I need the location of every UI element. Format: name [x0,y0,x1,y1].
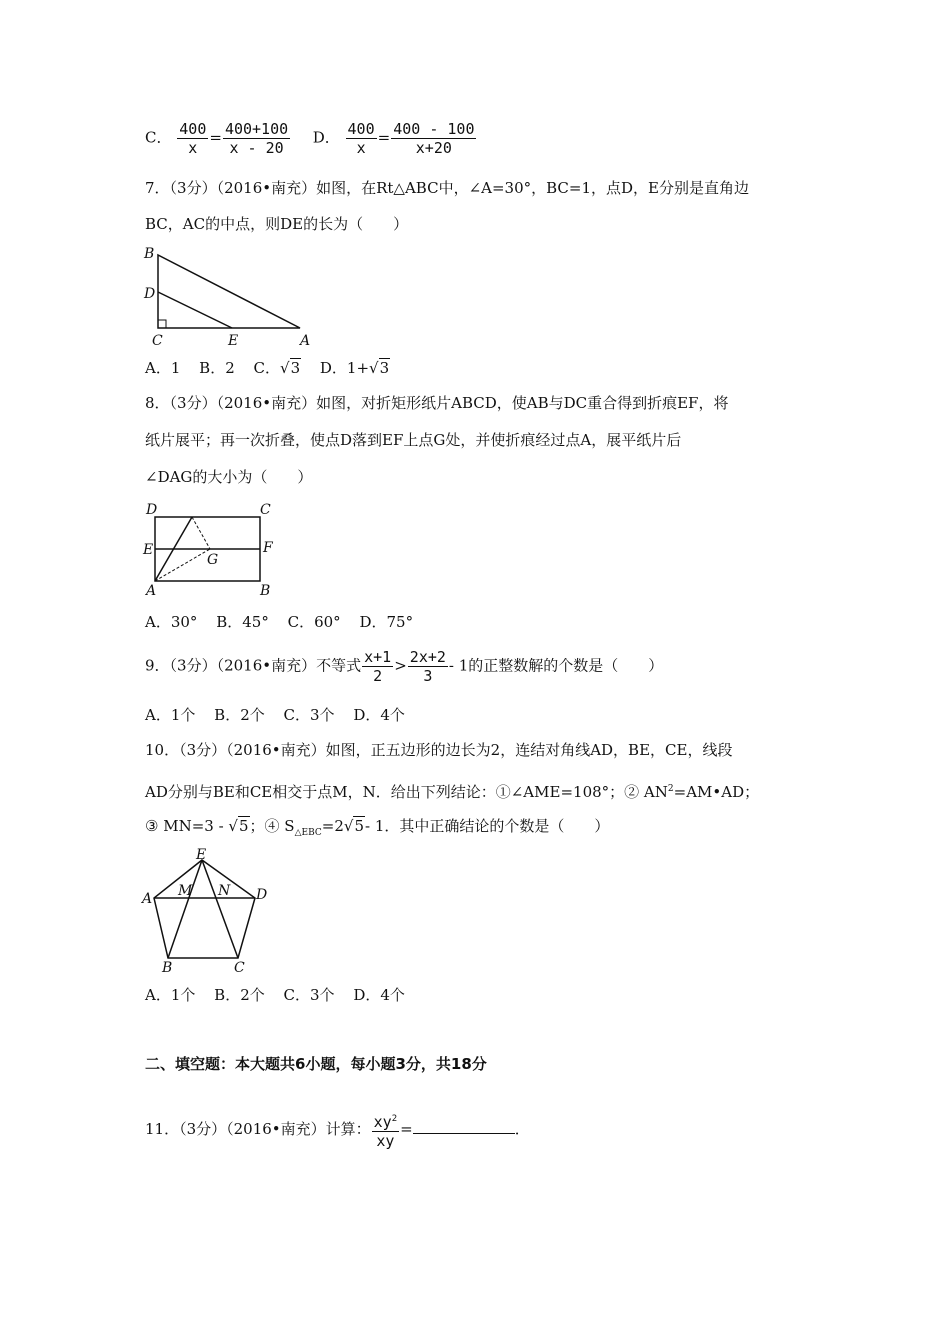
section2-heading: 二、填空题：本大题共6小题，每小题3分，共18分 [145,1055,487,1073]
q7-triangle-abc [158,255,300,328]
q9-gt: > [394,656,407,675]
q8-dashed-ag [155,549,210,581]
q10-label-b: B [162,960,173,975]
q10-label-n: N [218,883,231,899]
q7-label-e: E [228,333,239,349]
q11-eq: = [400,1120,413,1138]
q11-frac: $\frac{xy^2}{xy}$ [372,1110,399,1150]
q10-diagonal-ce [202,860,238,958]
q6-option-d-frac2: $\frac{400 - 100}{x+20}$ [393,120,475,157]
q6-option-c-frac2: $\frac{400+100}{x - 20}$ [224,120,289,157]
q10-text-line3: ③ MN=3 - √5；④ $S_{\triangle EBC}=2√5-$ 1．其中正确结论的个数是（ ） [145,817,610,838]
q6-options [145,120,477,157]
q8-label-b: B [260,583,271,598]
q10-text-line2: AD分别与BE和CE相交于点M，N．给出下列结论：①∠AME=108°；② $AN^2=AM•AD$； [145,783,760,801]
q9-option-b: B．2个 [214,706,265,724]
q7-label-a: A [300,333,311,349]
q8-option-b: B．45° [216,613,269,631]
q7-label-c: C [152,333,163,349]
q7-options [145,358,404,378]
q8-label-g: G [207,552,219,568]
q8-label-f: F [263,540,273,556]
q10-options [145,985,419,1005]
q6-option-d-frac1: $\frac{400}{x}$ [347,120,375,157]
q10-option-d: D．4个 [353,986,405,1004]
q10-label-c: C [234,960,245,975]
q6-option-c-frac1: $\frac{400}{x}$ [179,120,207,157]
q8-label-a: A [146,583,157,598]
q10-option-a: A．1个 [145,986,196,1004]
q7-text-line2: BC，AC的中点，则DE的长为（ ） [145,215,409,233]
q11-text-pre: 11．（3分）（2016•南充）计算： [145,1120,371,1138]
q7-right-angle-mark [158,320,166,328]
q7-option-c: C．√3 [253,359,301,377]
q10-pentagon [154,860,255,958]
q8-label-c: C [260,502,271,518]
q7-triangle-figure [140,240,320,350]
q7-option-b: B．2 [199,359,235,377]
q8-rectangle-figure [140,500,280,598]
q7-option-d: D．1+√3 [319,359,390,377]
q7-label-b: B [144,246,155,262]
q9-text-post: - 1的正整数解的个数是（ ） [448,656,664,675]
q10-label-a: A [142,891,153,907]
q10-option-b: B．2个 [214,986,265,1004]
q7-segment-de [158,292,232,328]
q6-option-c-label: C． [145,128,172,147]
q8-text-line2: 纸片展平；再一次折叠，使点D落到EF上点G处，并使折痕经过点A，展平纸片后 [145,431,682,449]
q11-end: ． [514,1120,530,1138]
q9-options [145,705,419,725]
q8-dashed-g [192,517,210,549]
q9-option-d: D．4个 [353,706,405,724]
q10-text-line1: 10．（3分）（2016•南充）如图，正五边形的边长为2，连结对角线AD，BE，CE，线段 [145,741,733,759]
q6-option-c-eq: = [209,128,222,147]
q10-option-c: C．3个 [283,986,335,1004]
q9-text-pre: 9．（3分）（2016•南充）不等式 [145,656,362,675]
q8-text-line3: ∠DAG的大小为（ ） [145,468,313,486]
q6-option-d-eq: = [377,128,391,147]
q10-label-m: M [178,883,193,899]
q10-label-e: E [196,847,207,863]
q7-option-a: A．1 [145,359,181,377]
q8-option-d: D．75° [359,613,414,631]
q7-text-line1: 7．（3分）（2016•南充）如图，在Rt△ABC中，∠A=30°，BC=1，点D，E分别是直角边 [145,179,750,197]
q8-option-a: A．30° [145,613,198,631]
q9-option-a: A．1个 [145,706,196,724]
q8-label-d: D [146,502,158,518]
q9-option-c: C．3个 [283,706,335,724]
q10-diagonal-be [168,860,202,958]
q9-text [145,648,663,685]
q11-text [145,1110,530,1150]
q11-answer-blank[interactable] [413,1119,515,1134]
q8-text-line1: 8．（3分）（2016•南充）如图，对折矩形纸片ABCD，使AB与DC重合得到折痕EF，将 [145,394,729,412]
q10-pentagon-figure [140,845,275,975]
q8-options [145,612,427,632]
q7-label-d: D [144,286,156,302]
q9-frac2: $\frac{2x+2}{3}$ [409,648,446,685]
q10-label-d: D [256,887,268,903]
q8-option-c: C．60° [287,613,341,631]
q8-label-e: E [143,542,154,558]
q9-frac1: $\frac{x+1}{2}$ [364,648,392,685]
q6-option-d-label: D． [312,128,340,147]
